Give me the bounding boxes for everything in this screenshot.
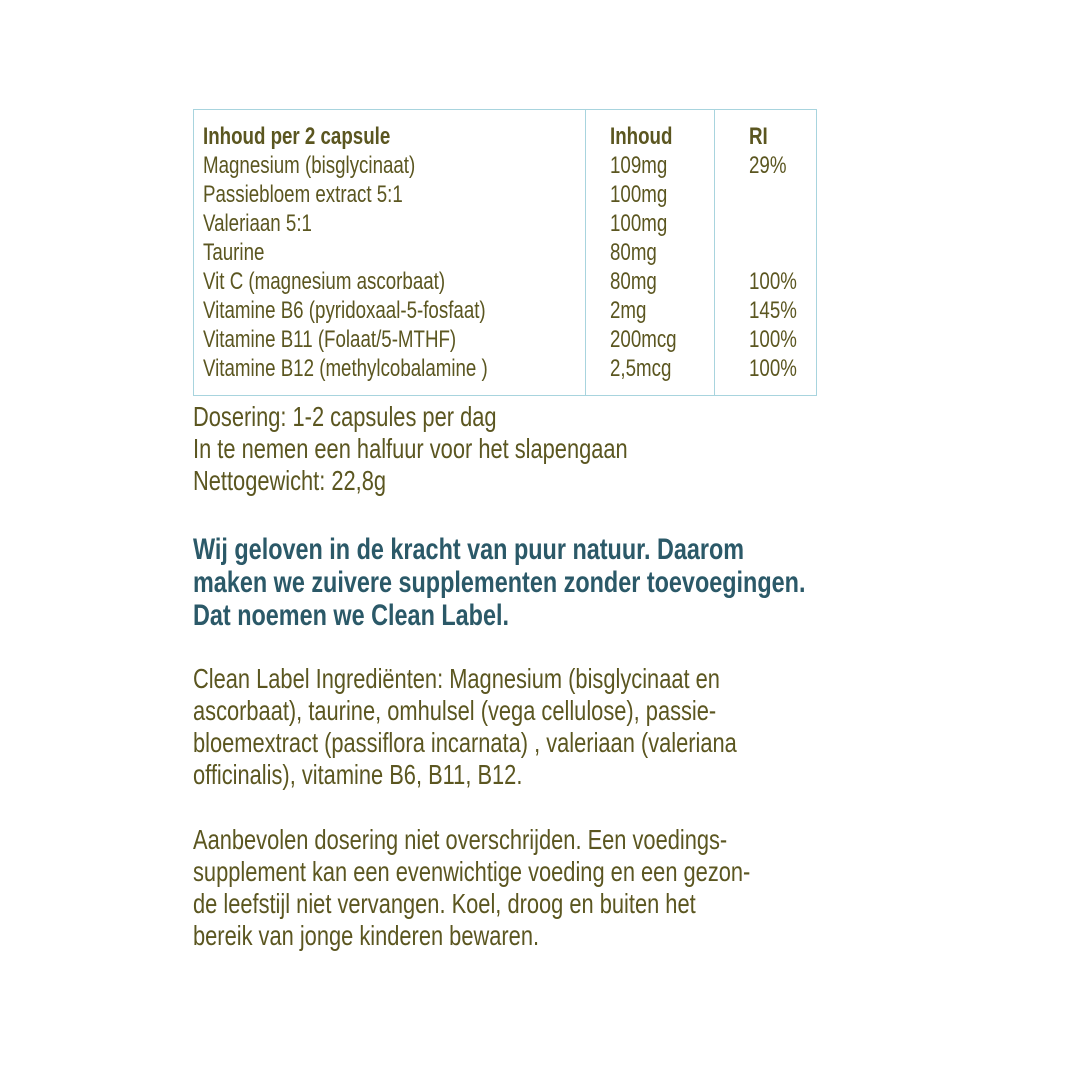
row-amount: 2,5mcg <box>610 355 672 382</box>
row-name: Vitamine B6 (pyridoxaal-5-fosfaat) <box>203 297 486 324</box>
row-ri: 100% <box>749 268 797 295</box>
header-ingredient: Inhoud per 2 capsule <box>203 123 391 150</box>
header-amount: Inhoud <box>610 123 673 150</box>
dosage-line: In te nemen een halfuur voor het slapengaan <box>193 433 628 464</box>
row-ri: 100% <box>749 355 797 382</box>
row-name: Magnesium (bisglycinaat) <box>203 152 416 179</box>
tagline-line: Dat noemen we Clean Label. <box>193 599 509 632</box>
column-divider <box>714 110 715 395</box>
column-amount <box>610 122 677 383</box>
warning-line: supplement kan een evenwichtige voeding en een gezon- <box>193 856 751 887</box>
tagline-line: Wij geloven in de kracht van puur natuur. Daarom <box>193 533 745 566</box>
row-ri: 145% <box>749 297 797 324</box>
row-name: Passiebloem extract 5:1 <box>203 181 403 208</box>
row-amount: 2mg <box>610 297 647 324</box>
warning-line: bereik van jonge kinderen bewaren. <box>193 920 540 951</box>
ingredients-line: officinalis), vitamine B6, B11, B12. <box>193 759 523 790</box>
row-amount: 100mg <box>610 210 668 237</box>
row-amount: 109mg <box>610 152 668 179</box>
tagline-line: maken we zuivere supplementen zonder toevoegingen. <box>193 566 806 599</box>
warning-line: Aanbevolen dosering niet overschrijden. Een voedings- <box>193 824 728 855</box>
column-ri <box>749 122 797 383</box>
row-name: Vitamine B11 (Folaat/5-MTHF) <box>203 326 457 353</box>
row-ri: 29% <box>749 152 787 179</box>
warning-text <box>193 824 750 952</box>
row-amount: 80mg <box>610 239 657 266</box>
dosage-info <box>193 401 628 497</box>
row-name: Vit C (magnesium ascorbaat) <box>203 268 446 295</box>
ingredients-line: bloemextract (passiflora incarnata) , valeriaan (valeriana <box>193 727 737 758</box>
ingredients-text <box>193 663 737 791</box>
header-ri: RI <box>749 123 768 150</box>
column-divider <box>585 110 586 395</box>
row-ri <box>749 180 797 209</box>
ingredients-line: Clean Label Ingrediënten: Magnesium (bisglycinaat en <box>193 663 720 694</box>
row-ri <box>749 209 797 238</box>
row-name: Valeriaan 5:1 <box>203 210 312 237</box>
row-amount: 100mg <box>610 181 668 208</box>
ingredients-line: ascorbaat), taurine, omhulsel (vega cellulose), passie- <box>193 695 717 726</box>
nutrition-table <box>193 109 817 396</box>
warning-line: de leefstijl niet vervangen. Koel, droog en buiten het <box>193 888 696 919</box>
row-amount: 80mg <box>610 268 657 295</box>
row-name: Vitamine B12 (methylcobalamine ) <box>203 355 488 382</box>
dosage-line: Dosering: 1-2 capsules per dag <box>193 401 497 432</box>
row-ri: 100% <box>749 326 797 353</box>
row-name: Taurine <box>203 239 265 266</box>
dosage-line: Nettogewicht: 22,8g <box>193 465 387 496</box>
row-amount: 200mcg <box>610 326 677 353</box>
column-ingredient <box>203 122 488 383</box>
row-ri <box>749 238 797 267</box>
clean-label-tagline <box>193 533 805 632</box>
